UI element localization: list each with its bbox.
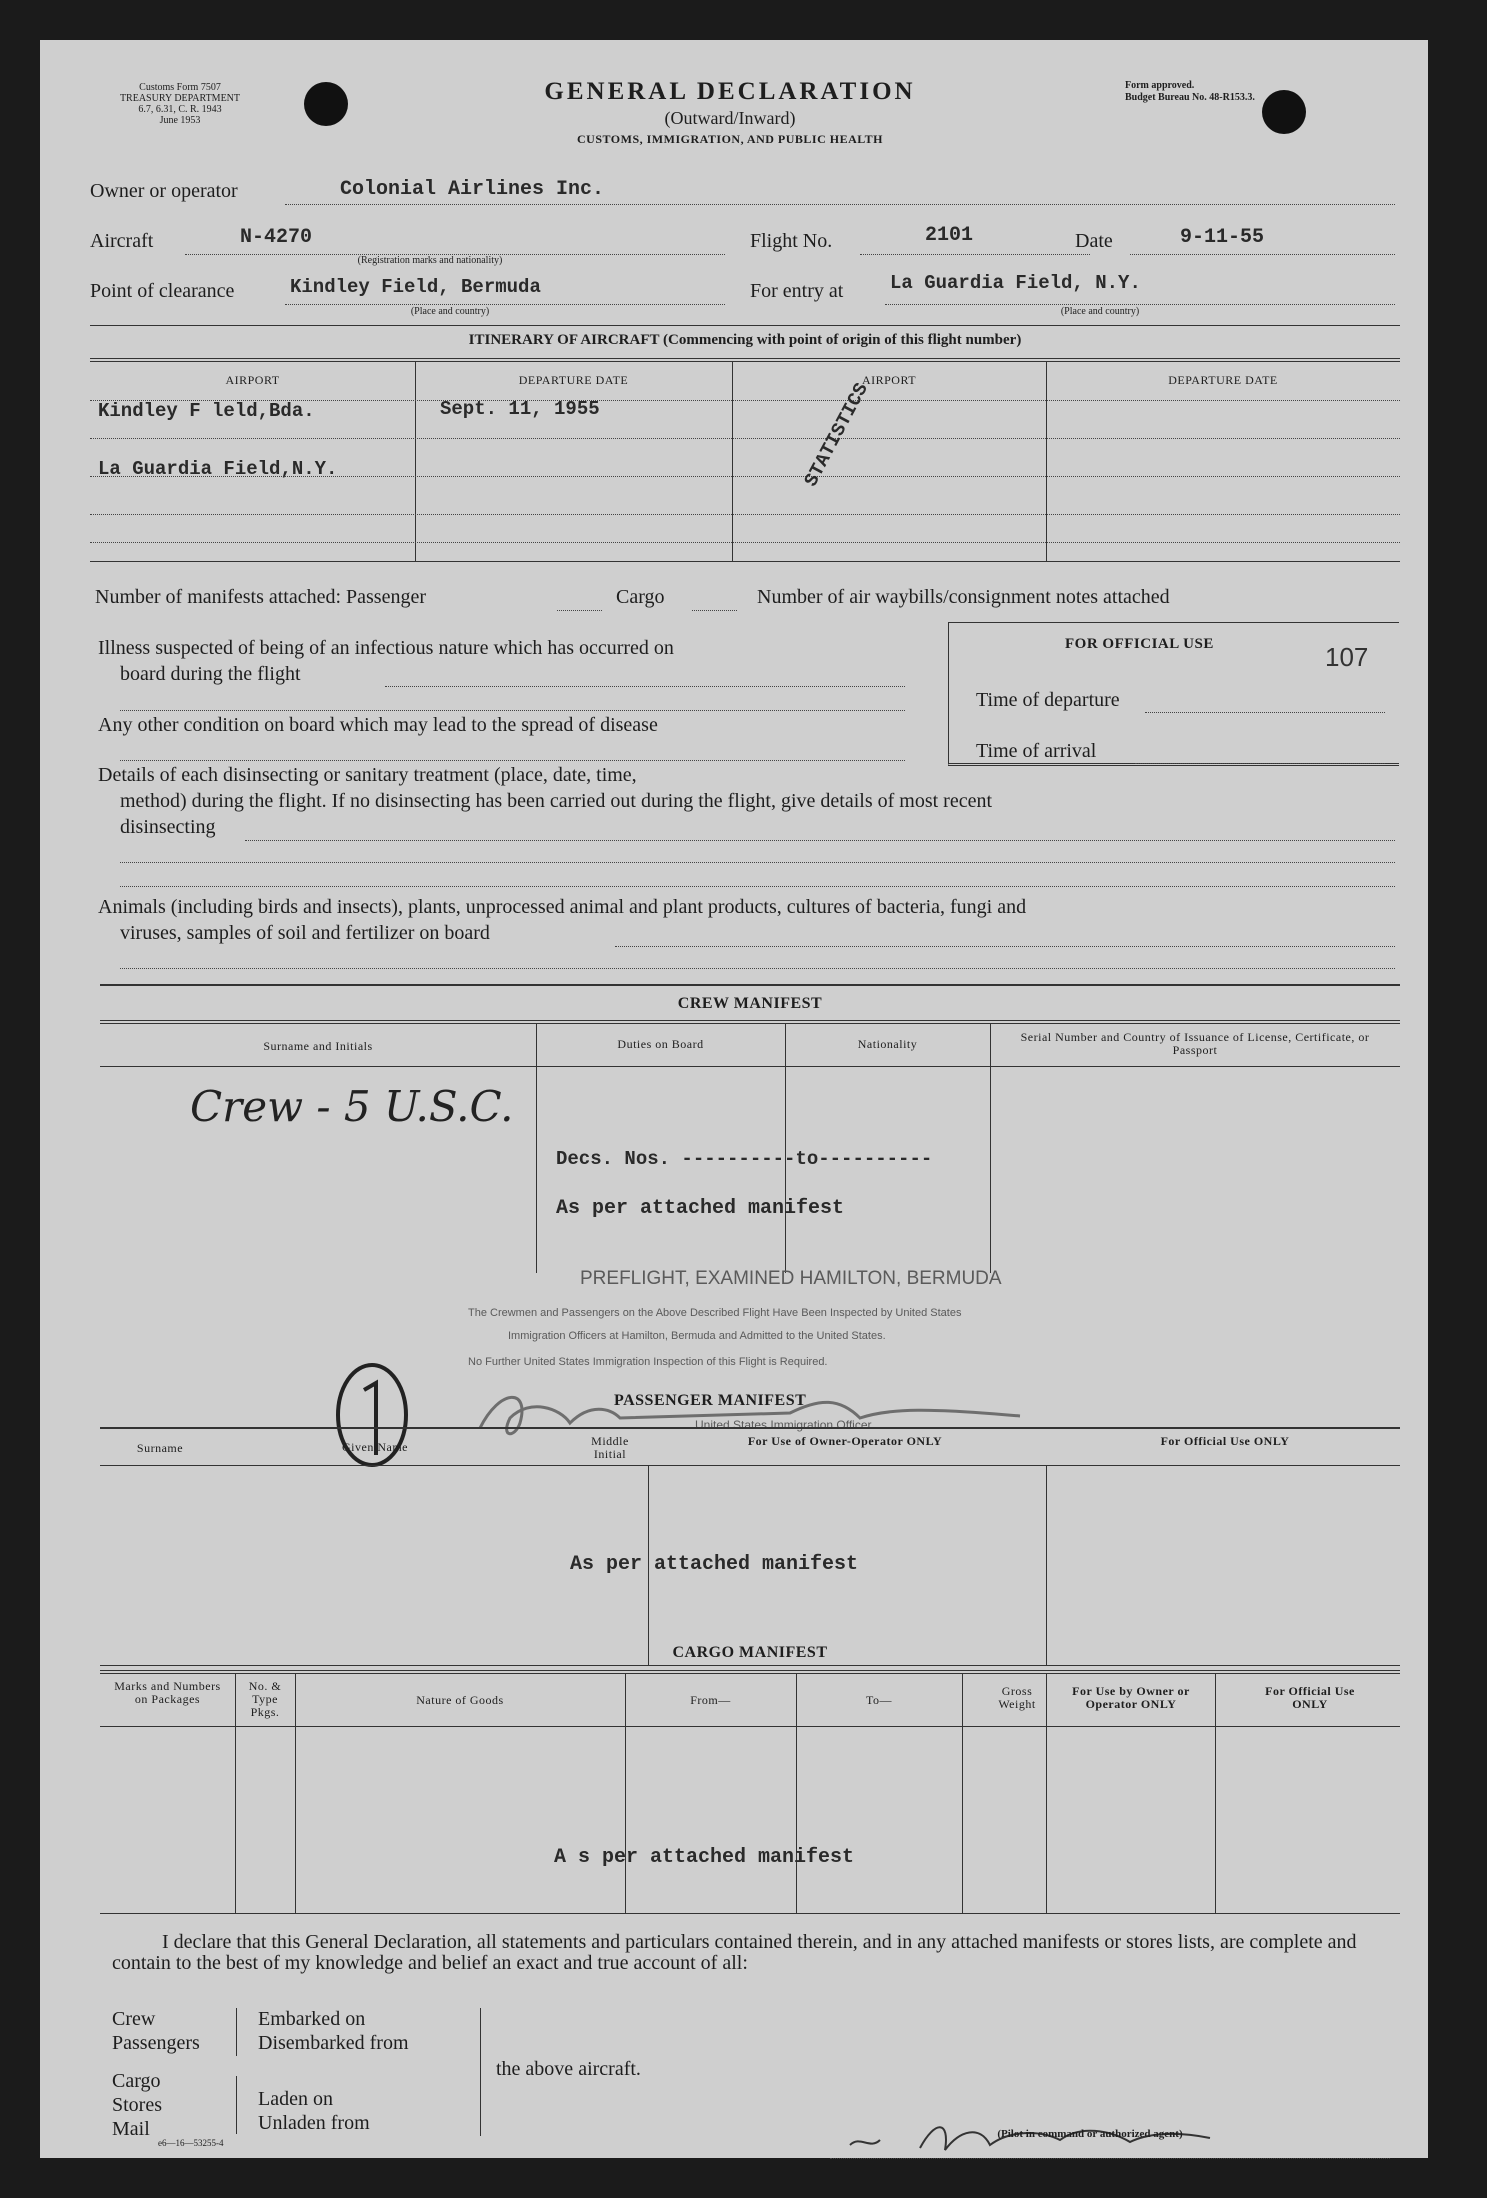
form-print-code: e6—16—53255-4 (158, 2138, 224, 2148)
decl-embarked: Embarked on (258, 2008, 366, 2030)
punch-hole-left (304, 82, 348, 126)
aircraft-value: N-4270 (240, 226, 313, 249)
form-title: GENERAL DECLARATION (544, 78, 916, 105)
cargo-col-goods: Nature of Goods (416, 1693, 504, 1707)
entry-label: For entry at (750, 280, 844, 302)
preflight-stamp-line-2: Immigration Officers at Hamilton, Bermuda and Admitted to the United States. (508, 1330, 886, 1342)
animals-line-2: viruses, samples of soil and fertilizer on board (120, 922, 490, 944)
form-agencies: CUSTOMS, IMMIGRATION, AND PUBLIC HEALTH (577, 132, 883, 146)
budget-bureau: Budget Bureau No. 48-R153.3. (1125, 92, 1255, 103)
cargo-manifest-title: CARGO MANIFEST (672, 1644, 828, 1661)
disinsect-line-1: Details of each disinsecting or sanitary treatment (place, date, time, (98, 764, 637, 786)
disinsect-line-2: method) during the flight. If no disinsecting has been carried out during the flight, give details of most recent (120, 790, 993, 812)
waybills-label: Number of air waybills/consignment notes attached (757, 586, 1170, 608)
form-approval (1125, 80, 1415, 104)
statistics-stamp: STATISTICS (800, 379, 873, 491)
clearance-value: Kindley Field, Bermuda (290, 276, 541, 298)
itinerary-col-date-2: DEPARTURE DATE (1168, 373, 1278, 387)
itinerary-date-1: Sept. 11, 1955 (440, 398, 600, 420)
passenger-col-surname: Surname (136, 1441, 184, 1455)
crew-manifest-title: CREW MANIFEST (677, 995, 823, 1012)
clearance-note: (Place and country) (410, 306, 490, 317)
animals-line-1: Animals (including birds and insects), plants, unprocessed animal and plant products, cultures of bacteria, fungi and (98, 896, 1027, 918)
itinerary-col-date-1: DEPARTURE DATE (518, 373, 629, 387)
stamp-officer-label: United States Immigration Officer (695, 1418, 872, 1432)
cargo-col-official-use: For Official Use ONLY (1265, 1684, 1355, 1711)
illness-line-1: Illness suspected of being of an infectious nature which has occurred on (98, 637, 674, 659)
decl-disembarked: Disembarked from (258, 2032, 409, 2054)
decl-mail: Mail (112, 2118, 150, 2140)
departure-time-label: Time of departure (976, 689, 1120, 711)
flight-label: Flight No. (750, 230, 833, 252)
preflight-stamp-line-3: No Further United States Immigration Inspection of this Flight is Required. (468, 1356, 828, 1368)
preflight-stamp-line-1: The Crewmen and Passengers on the Above Described Flight Have Been Inspected by United States (468, 1307, 962, 1319)
owner-value: Colonial Airlines Inc. (340, 178, 605, 201)
manifests-passenger-label: Number of manifests attached: Passenger (95, 586, 427, 608)
form-date: June 1953 (159, 115, 201, 126)
form-number: Customs Form 7507 (139, 82, 221, 93)
crew-col-surname: Surname and Initials (263, 1039, 373, 1053)
flight-value: 2101 (925, 224, 974, 247)
decl-crew: Crew (112, 2008, 156, 2030)
preflight-stamp-title: PREFLIGHT, EXAMINED HAMILTON, BERMUDA (580, 1268, 1002, 1289)
crew-col-nationality: Nationality (857, 1037, 918, 1051)
aircraft-note: (Registration marks and nationality) (357, 255, 503, 266)
decl-passengers: Passengers (112, 2032, 200, 2054)
crew-handwritten-note: Crew - 5 U.S.C. (190, 1082, 514, 1131)
illness-line-2: board during the flight (120, 663, 301, 685)
circled-mark (332, 1355, 412, 1490)
approval-line: Form approved. (1125, 80, 1195, 91)
passenger-col-middle-initial: Middle Initial (591, 1434, 629, 1461)
clearance-label: Point of clearance (90, 280, 235, 302)
crew-col-serial: Serial Number and Country of Issuance of License, Certificate, or Passport (1020, 1030, 1370, 1057)
form-subtitle: (Outward/Inward) (664, 108, 796, 128)
date-label: Date (1075, 230, 1113, 252)
cargo-col-gross-weight: Gross Weight (998, 1684, 1036, 1711)
decl-bracket-1 (236, 2008, 245, 2056)
official-use-title: FOR OFFICIAL USE (1065, 636, 1214, 652)
itinerary-col-airport-1: AIRPORT (225, 373, 280, 387)
cargo-col-from: From— (690, 1693, 731, 1707)
date-value: 9-11-55 (1180, 226, 1265, 249)
crew-col-duties: Duties on Board (617, 1037, 704, 1051)
regulation: 6.7, 6.31, C. R. 1943 (138, 104, 222, 115)
official-use-number: 107 (1325, 642, 1369, 672)
decl-stores: Stores (112, 2094, 162, 2116)
crew-per-attached-manifest: As per attached manifest (556, 1197, 845, 1220)
cargo-col-packages: No. & Type Pkgs. (248, 1679, 282, 1719)
declaration-form (40, 40, 1428, 2158)
decl-cargo: Cargo (112, 2070, 161, 2092)
signer-caption: (Pilot in command or authorized agent) (997, 2128, 1183, 2140)
decl-laden: Laden on (258, 2088, 333, 2110)
aircraft-label: Aircraft (90, 230, 154, 252)
crew-decs-numbers: Decs. Nos. ----------to---------- (556, 1148, 933, 1170)
cargo-col-owner-use: For Use by Owner or Operator ONLY (1072, 1684, 1190, 1711)
itinerary-title: ITINERARY OF AIRCRAFT (Commencing with point of origin of this flight number) (468, 332, 1022, 348)
manifests-cargo-label: Cargo (616, 586, 665, 608)
itinerary-airport-1: Kindley F leld,Bda. (98, 400, 315, 422)
itinerary-airport-2: La Guardia Field,N.Y. (98, 458, 338, 480)
cargo-col-to: To— (866, 1693, 892, 1707)
passenger-col-given-name: Given Name (342, 1440, 408, 1454)
department: TREASURY DEPARTMENT (119, 93, 241, 104)
cargo-per-attached-manifest: A s per attached manifest (554, 1846, 855, 1869)
decl-unladen: Unladen from (258, 2112, 370, 2134)
disinsect-line-3: disinsecting (120, 816, 216, 838)
other-condition: Any other condition on board which may lead to the spread of disease (98, 714, 658, 736)
owner-label: Owner or operator (90, 180, 238, 202)
itinerary-col-airport-2: AIRPORT (861, 373, 917, 387)
passenger-col-official-use: For Official Use ONLY (1160, 1434, 1290, 1448)
declaration-text: I declare that this General Declaration, all statements and particulars contained therein, and in any attached manifests or stores lists, are complete and contain to the best of my knowledge and belief an exact and true account of all: (112, 1931, 1357, 1974)
form-number-block (80, 82, 280, 126)
decl-above-aircraft: the above aircraft. (496, 2058, 641, 2080)
entry-note: (Place and country) (1060, 306, 1140, 317)
cargo-col-marks: Marks and Numbers on Packages (114, 1679, 221, 1706)
decl-bracket-3 (480, 2008, 489, 2136)
passenger-manifest-title: PASSENGER MANIFEST (614, 1392, 807, 1409)
decl-bracket-2 (236, 2076, 245, 2134)
passenger-per-attached-manifest: As per attached manifest (570, 1553, 859, 1576)
passenger-col-owner-use: For Use of Owner-Operator ONLY (747, 1434, 943, 1448)
entry-value: La Guardia Field, N.Y. (890, 272, 1141, 294)
arrival-time-label: Time of arrival (976, 740, 1097, 762)
